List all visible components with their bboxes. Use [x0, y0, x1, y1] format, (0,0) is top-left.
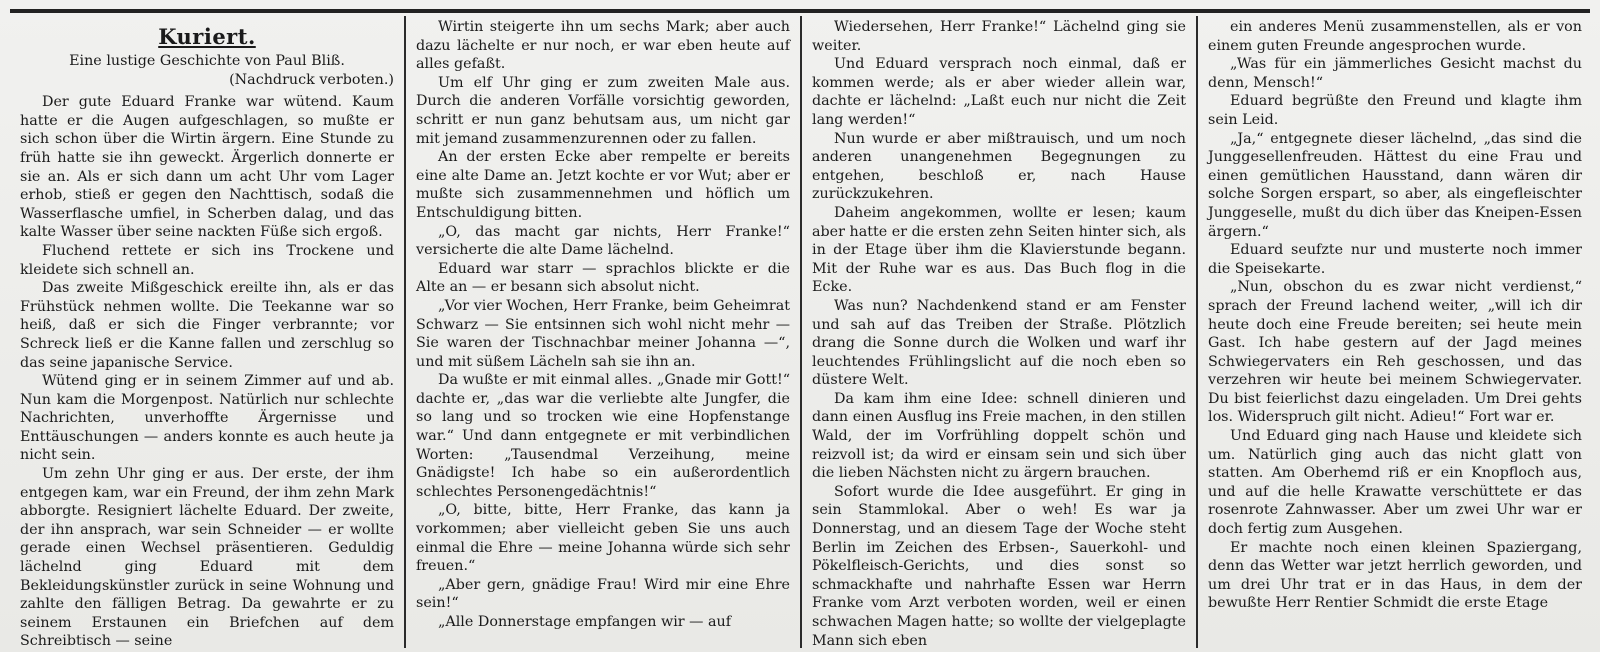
paragraph: Und Eduard ging nach Hause und kleidete sich um. Natürlich ging auch das nicht glatt von statten. Am Oberhemd riß er ein Knopfloch aus, und auf die helle Krawatte verschüttete er das rosenrote Zahnwasser. Aber um zwei Uhr war er doch fertig zum Ausgehen. [1208, 428, 1582, 538]
article-subtitle: Eine lustige Geschichte von Paul Bliß. [69, 53, 345, 69]
paragraph: Um zehn Uhr ging er aus. Der erste, der ihm entgegen kam, war ein Freund, der ihm zehn Mark abborgte. Resigniert lächelte Eduard. Der zweite, der ihn ansprach, war sein Schneider — er wollte gerade einen Wechsel präsentieren. Geduldig lächelnd ging Eduard mit dem Bekleidungskünstler zurück in seine Wohnung und zahlte den fälligen Betrag. Da gewahrte er zu seinem Erstaunen ein Briefchen auf dem Schreibtisch — seine [20, 466, 394, 648]
paragraph: Eduard war starr — sprachlos blickte er die Alte an — er besann sich absolut nicht. [416, 260, 790, 296]
paragraph: Er machte noch einen kleinen Spaziergang, denn das Wetter war jetzt herrlich geworden, und um drei Uhr trat er in das Haus, in dem der bewußte Herr Rentier Schmidt die erste Etage [1208, 539, 1582, 612]
paragraph: Der gute Eduard Franke war wütend. Kaum hatte er die Augen aufgeschlagen, so mußte er sich schon über die Wirtin ärgern. Eine Stunde zu früh hatte sie ihn geweckt. Ärgerlich donnerte er sie an. Als er sich dann um acht Uhr vom Lager erhob, stieß er gegen den Nachttisch, sodaß die Wasserflasche umfiel, in Scherben dalag, und das kalte Wasser über seine nackten Füße sich ergoß. [20, 94, 394, 241]
paragraph: „Aber gern, gnädige Frau! Wird mir eine Ehre sein!“ [416, 576, 790, 612]
column-1 [10, 16, 404, 648]
paragraph: Wütend ging er in seinem Zimmer auf und ab. Nun kam die Morgenpost. Natürlich nur schlechte Nachrichten, unverhoffte Ärgernisse und Enttäuschungen — anders konnte es auch heute ja nicht sein. [20, 373, 394, 464]
paragraph: An der ersten Ecke aber rempelte er bereits eine alte Dame an. Jetzt kochte er vor Wut; aber er mußte sich zusammennehmen und höflich um Entschuldigung bitten. [416, 149, 790, 221]
paragraph: „Vor vier Wochen, Herr Franke, beim Geheimrat Schwarz — Sie entsinnen sich wohl nicht mehr — Sie waren der Tischnachbar meiner Johanna —“, und mit süßem Lächeln sah sie ihn an. [416, 297, 790, 370]
article-title: Kuriert. [158, 24, 256, 49]
paragraph: „Ja,“ entgegnete dieser lächelnd, „das sind die Junggesellenfreuden. Hättest du eine Frau und einen gemütlichen Hausstand, dann wären dir solche Sorgen erspart, so aber, als eingefleischter Junggeselle, mußt du dich über das Kneipen-Essen ärgern.“ [1208, 130, 1582, 240]
top-rule [10, 9, 1590, 13]
paragraph: Da kam ihm eine Idee: schnell dinieren und dann einen Ausflug ins Freie machen, in den stillen Wald, der im Vorfrühling doppelt schön und reizvoll ist; da wird er einsam sein und sich über die lieben Nächsten nicht zu ärgern brauchen. [812, 390, 1186, 482]
paragraph: Eduard begrüßte den Freund und klagte ihm sein Leid. [1208, 93, 1582, 128]
paragraph: Nun wurde er aber mißtrauisch, und um noch anderen unangenehmen Begegnungen zu entgehen, beschloß er, nach Hause zurückzukehren. [812, 130, 1186, 203]
paragraph: Sofort wurde die Idee ausgeführt. Er ging in sein Stammlokal. Aber o weh! Es war ja Donnerstag, und an diesem Tage der Woche steht Berlin im Zeichen des Erbsen-, Sauerkohl- und Pökelfleisch-Gerichts, und dies sonst so schmackhafte und nahrhafte Essen war Herrn Franke vom Arzt verboten worden, weil er einen schwachen Magen hatte; so wollte der vielgeplagte Mann sich eben [812, 483, 1186, 648]
paragraph: Was nun? Nachdenkend stand er am Fenster und sah auf das Treiben der Straße. Plötzlich drang die Sonne durch die Wolken und warf ihr leuchtendes Frühlingslicht auf die noch eben so düstere Welt. [812, 297, 1186, 389]
paragraph: Wirtin steigerte ihn um sechs Mark; aber auch dazu lächelte er nur noch, er war eben heute auf alles gefaßt. [416, 19, 790, 73]
column-2 [404, 16, 800, 648]
paragraph: Und Eduard versprach noch einmal, daß er kommen werde; als er aber wieder allein war, dachte er lächelnd: „Laßt euch nur nicht die Zeit lang werden!“ [812, 56, 1186, 128]
paragraph: Das zweite Mißgeschick ereilte ihn, als er das Frühstück nehmen wollte. Die Teekanne war so heiß, daß er sich die Finger verbrannte; vor Schreck ließ er die Kanne fallen und zerschlug so das seine japanische Service. [20, 280, 394, 371]
paragraph: Wiedersehen, Herr Franke!“ Lächelnd ging sie weiter. [812, 19, 1186, 54]
paragraph: „Was für ein jämmerliches Gesicht machst du denn, Mensch!“ [1208, 56, 1582, 91]
paragraph: „O, das macht gar nichts, Herr Franke!“ versicherte die alte Dame lächelnd. [416, 223, 790, 259]
column-4 [1196, 16, 1592, 648]
paragraph: „Alle Donnerstage empfangen wir — auf [438, 614, 732, 630]
paragraph: Um elf Uhr ging er zum zweiten Male aus. Durch die anderen Vorfälle vorsichtig geworden, schritt er nun ganz behutsam aus, um nicht gar mit jemand zusammenzurennen oder zu fallen. [416, 74, 790, 147]
column-3 [800, 16, 1196, 648]
paragraph: Eduard seufzte nur und musterte noch immer die Speisekarte. [1208, 242, 1582, 277]
paragraph: Daheim angekommen, wollte er lesen; kaum aber hatte er die ersten zehn Seiten hinter sich, als in der Etage über ihm die Klavierstunde begann. Mit der Ruhe war es aus. Das Buch flog in die Ecke. [812, 204, 1186, 296]
paragraph: Fluchend rettete er sich ins Trockene und kleidete sich schnell an. [20, 242, 394, 278]
paragraph: ein anderes Menü zusammenstellen, als er von einem guten Freunde angesprochen wurde. [1208, 19, 1582, 54]
article-columns [10, 16, 1592, 648]
paragraph: „O, bitte, bitte, Herr Franke, das kann ja vorkommen; aber vielleicht geben Sie uns auch einmal die Ehre — meine Johanna würde sich sehr freuen.“ [416, 502, 790, 575]
paragraph: Da wußte er mit einmal alles. „Gnade mir Gott!“ dachte er, „das war die verliebte alte Jungfer, die so lang und so trocken wie eine Hopfenstange war.“ Und dann entgegnete er mit verbindlichen Worten: „Tausendmal Verzeihung, meine Gnädigste! Ich habe so ein außerordentlich schlechtes Personengedächtnis!“ [416, 372, 790, 500]
paragraph: „Nun, obschon du es zwar nicht verdienst,“ sprach der Freund lachend weiter, „will ich dir heute doch eine Freude bereiten; sei heute mein Gast. Ich habe gestern auf der Jagd meines Schwiegervaters ein Reh geschossen, und das verzehren wir heute bei meinem Schwiegervater. Du bist feierlichst dazu eingeladen. Um Drei gehts los. Widerspruch gilt nicht. Adieu!“ Fort war er. [1208, 279, 1582, 426]
reprint-note: (Nachdruck verboten.) [229, 71, 394, 88]
